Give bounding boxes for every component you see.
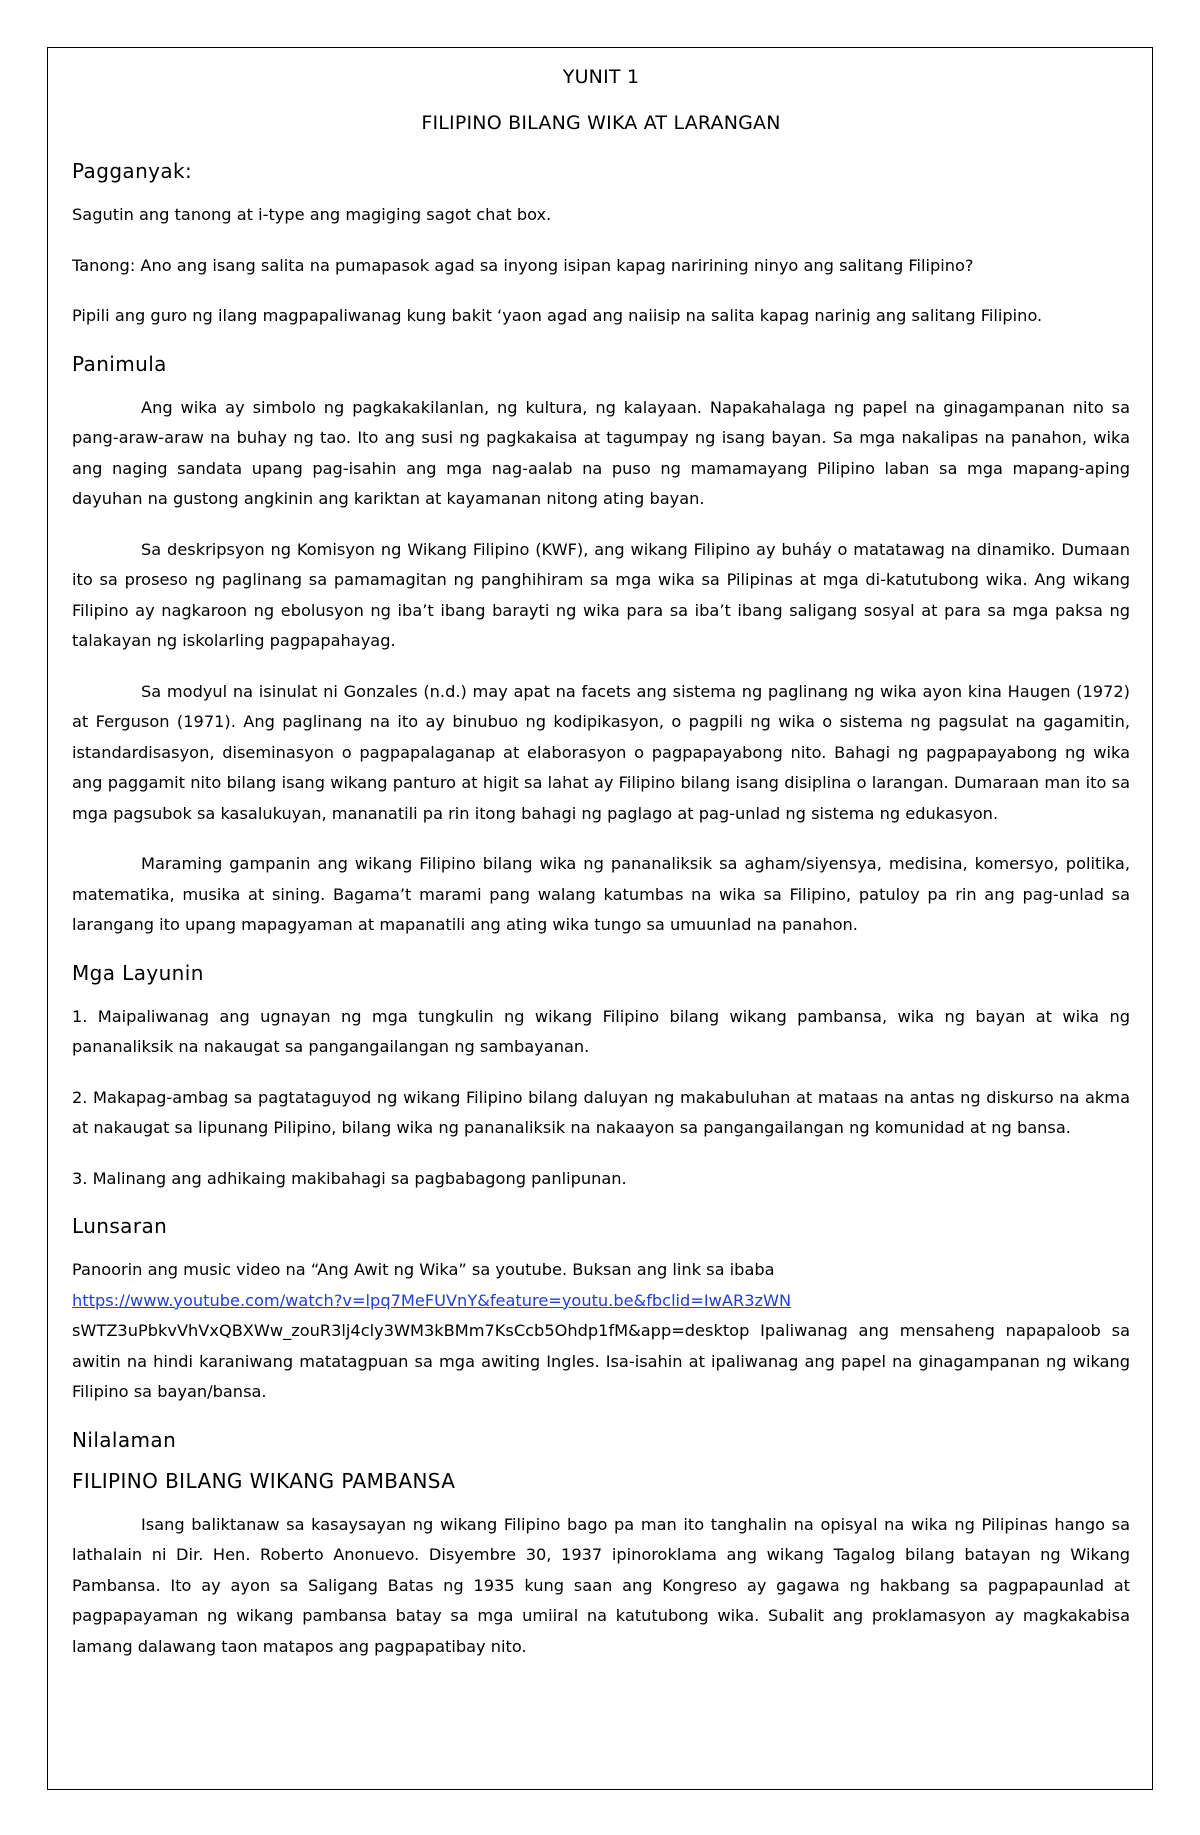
lunsaran-rest: sWTZ3uPbkvVhVxQBXWw_zouR3lj4cly3WM3kBMm7KsCcb5Ohdp1fM&app=desktop Ipaliwanag ang mensaheng napapaloob sa awitin na hindi karaniwang matatagpuan sa mga awiting Ingles. Isa-isahin at ipaliwanag ang papel na ginagampanan ng wikang Filipino sa bayan/bansa. — [72, 1321, 1130, 1401]
pagganyak-note: Pipili ang guro ng ilang magpapaliwanag kung bakit ‘yaon agad ang naiisip na salita kapag narinig ang salitang Filipino. — [72, 306, 1043, 325]
heading-lunsaran: Lunsaran — [72, 1214, 168, 1238]
heading-pagganyak: Pagganyak: — [72, 159, 193, 183]
layunin-item-1: 1. Maipaliwanag ang ugnayan ng mga tungkulin ng wikang Filipino bilang wikang pambansa, wika ng bayan at wika ng pananaliksik na nakaugat sa pangangailangan ng sambayanan. — [72, 1006, 1130, 1056]
nilalaman-paragraph-1: Isang baliktanaw sa kasaysayan ng wikang Filipino bago pa man ito tanghalin na opisyal na wika ng Pilipinas hango sa lathalain ni Dir. Hen. Roberto Anonuevo. Disyembre 30, 1937 ipinoroklama ang wikang Tagalog bilang batayan ng Wikang Pambansa. Ito ay ayon sa Saligang Batas ng 1935 kung saan ang Kongreso ay gagawa ng hakbang sa pagpapaunlad at pagpapayaman ng wikang pambansa batay sa mga umiiral na katutubong wika. Subalit ang proklamasyon ay magkakabisa lamang dalawang taon matapos ang pagpapatibay nito. — [72, 1514, 1130, 1656]
youtube-link[interactable]: https://www.youtube.com/watch?v=lpq7MeFUVnY&feature=youtu.be&fbclid=IwAR3zWN — [72, 1290, 792, 1310]
document-body — [72, 66, 1130, 1662]
panimula-paragraph-1: Ang wika ay simbolo ng pagkakakilanlan, ng kultura, ng kalayaan. Napakahalaga ng papel na ginagampanan nito sa pang-araw-araw na buhay ng tao. Ito ang susi ng pagkakaisa at tagumpay ng isang bayan. Sa mga nakalipas na panahon, wika ang naging sandata upang pag-isahin ang mga nag-aalab na puso ng mamamayang Pilipino laban sa mga mapang-aping dayuhan na gustong angkinin ang kariktan at kayamanan nitong ating bayan. — [72, 397, 1130, 508]
panimula-paragraph-2: Sa deskripsyon ng Komisyon ng Wikang Filipino (KWF), ang wikang Filipino ay buháy o matatawag na dinamiko. Dumaan ito sa proseso ng paglinang sa pamamagitan ng panghihiram sa mga wika sa Pilipinas at mga di-katutubong wika. Ang wikang Filipino ay nagkaroon ng ebolusyon ng iba’t ibang barayti ng wika para sa iba’t ibang saligang sosyal at para sa mga paksa ng talakayan ng iskolarling pagpapahayag. — [72, 539, 1130, 650]
lunsaran-paragraph — [72, 1255, 1130, 1408]
pagganyak-question: Tanong: Ano ang isang salita na pumapasok agad sa inyong isipan kapag naririning ninyo ang salitang Filipino? — [72, 255, 974, 275]
heading-mga-layunin: Mga Layunin — [72, 960, 204, 985]
layunin-item-2: 2. Makapag-ambag sa pagtataguyod ng wikang Filipino bilang daluyan ng makabuluhan at mataas na antas ng diskurso na akma at nakaugat sa lipunang Pilipino, bilang wika ng pananaliksik na nakaayon sa pangangailangan ng komunidad at ng bansa. — [72, 1087, 1130, 1137]
unit-title: FILIPINO BILANG WIKA AT LARANGAN — [421, 112, 781, 134]
heading-panimula: Panimula — [72, 351, 167, 376]
lunsaran-intro: Panoorin ang music video na “Ang Awit ng Wika” sa youtube. Buksan ang link sa ibaba — [72, 1260, 775, 1279]
pagganyak-instruction: Sagutin ang tanong at i-type ang magiging sagot chat box. — [72, 205, 552, 224]
panimula-paragraph-4: Maraming gampanin ang wikang Filipino bilang wika ng pananaliksik sa agham/siyensya, medisina, komersyo, politika, matematika, musika at sining. Bagama’t marami pang walang katumbas na wika sa Filipino, patuloy pa rin ang pag-unlad sa larangang ito upang mapagyaman at mapanatili ang ating wika tungo sa umuunlad na panahon. — [72, 854, 1130, 934]
unit-label: YUNIT 1 — [562, 66, 640, 88]
heading-nilalaman: Nilalaman — [72, 1427, 177, 1452]
subheading-filipino-bilang-wikang-pambansa: FILIPINO BILANG WIKANG PAMBANSA — [72, 1468, 456, 1493]
layunin-item-3: 3. Malinang ang adhikaing makibahagi sa pagbabagong panlipunan. — [72, 1168, 627, 1188]
panimula-paragraph-3: Sa modyul na isinulat ni Gonzales (n.d.) may apat na facets ang sistema ng paglinang ng wika ayon kina Haugen (1972) at Ferguson (1971). Ang paglinang na ito ay binubuo ng kodipikasyon, o pagpili ng wika o sistema ng pagsulat na gagamitin, istandardisasyon, diseminasyon o pagpapalaganap at elaborasyon o pagpapayabong nito. Bahagi ng pagpapayabong ng wika ang paggamit nito bilang isang wikang panturo at higit sa lahat ay Filipino bilang isang disiplina o larangan. Dumaraan man ito sa mga pagsubok sa kasalukuyan, mananatili pa rin itong bahagi ng paglago at pag-unlad ng sistema ng edukasyon. — [72, 681, 1130, 823]
